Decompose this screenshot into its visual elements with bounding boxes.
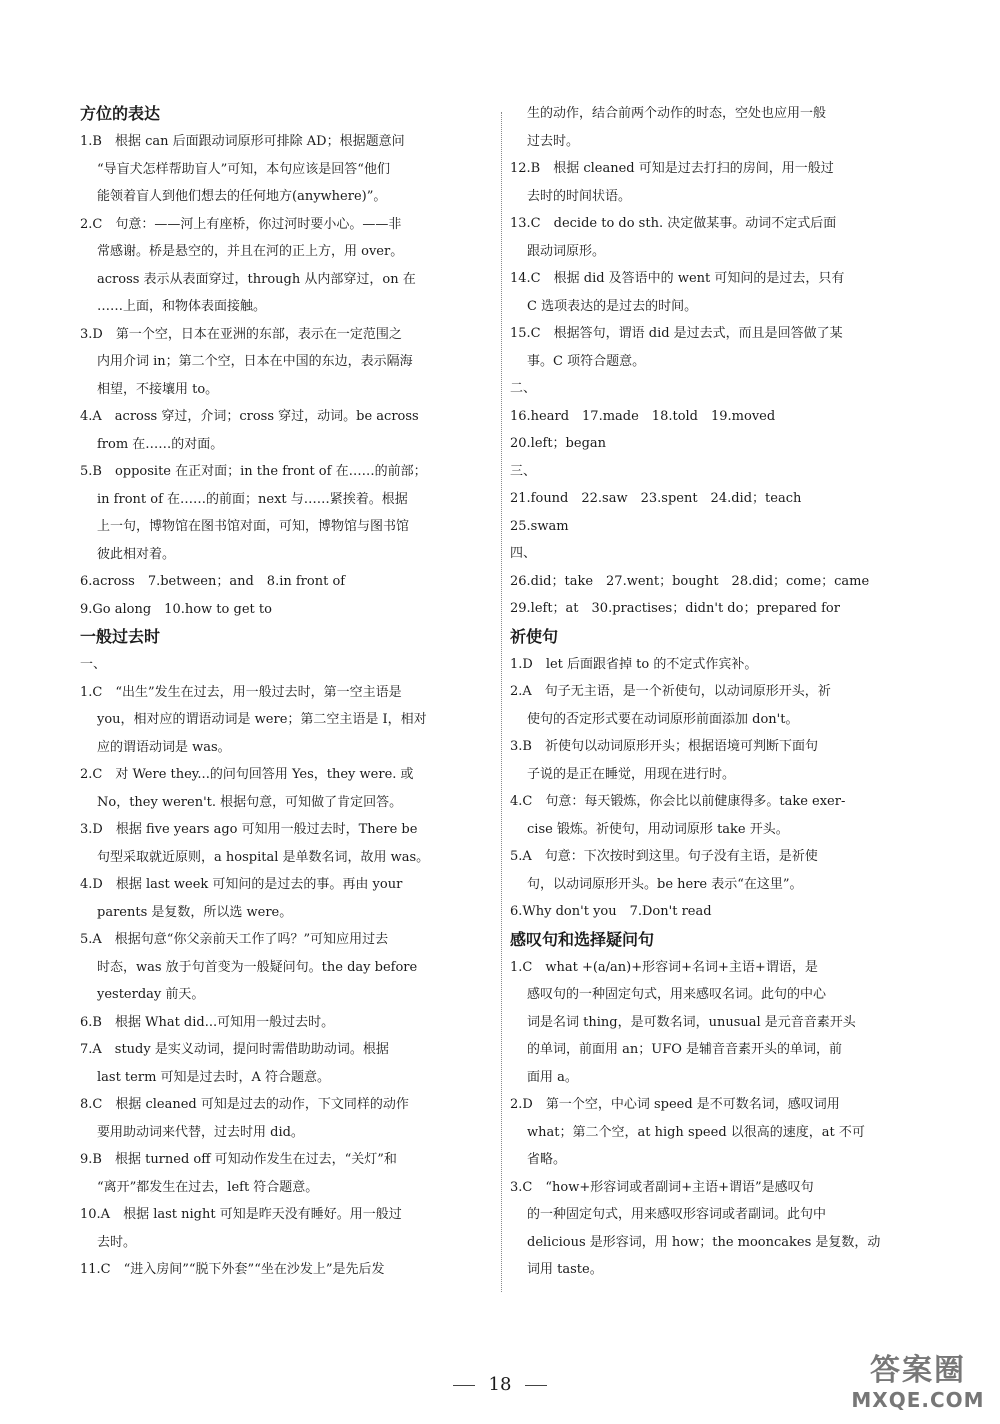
text-line: 二、 [510, 381, 537, 396]
text-line: 5.A 句意：下次按时到这里。句子没有主语，是祈使 [510, 849, 818, 864]
text-line: C 选项表达的是过去的时间。 [527, 298, 698, 314]
text-line: parents 是复数，所以选 were。 [97, 904, 293, 920]
text-line: 事。C 项符合题意。 [527, 353, 646, 369]
text-line: 句型采取就近原则，a hospital 是单数名词，故用 was。 [97, 849, 430, 865]
watermark-en: MXQE.COM [851, 1388, 985, 1412]
text-line: 1.C what +(a/an)+形容词+名词+主语+谓语，是 [510, 959, 818, 975]
text-line: 3.B 祈使句以动词原形开头；根据语境可判断下面句 [510, 739, 818, 754]
text-line: 5.A 根据句意“你父亲前天工作了吗？”可知应用过去 [80, 932, 389, 947]
section-heading: 祈使句 [510, 626, 559, 646]
text-line: 12.B 根据 cleaned 可知是过去打扫的房间，用一般过 [510, 161, 834, 176]
text-line: 1.C “出生”发生在过去，用一般过去时，第一空主语是 [80, 684, 402, 700]
text-line: 6.across 7.between；and 8.in front of [80, 574, 346, 589]
text-line: 去时。 [97, 1234, 137, 1250]
text-line: 6.B 根据 What did...可知用一般过去时。 [80, 1014, 335, 1030]
text-line: 上一句，博物馆在图书馆对面，可知，博物馆与图书馆 [97, 519, 410, 534]
text-line: 去时的时间状语。 [527, 188, 632, 204]
text-line: 29.left；at 30.practises；didn't do；prepared for [510, 601, 840, 616]
text-line: 2.A 句子无主语，是一个祈使句，以动词原形开头，祈 [510, 684, 831, 699]
text-line: yesterday 前天。 [97, 987, 205, 1002]
text-line: 四、 [510, 546, 537, 561]
text-line: 词用 taste。 [527, 1262, 603, 1277]
text-line: 内用介词 in；第二个空，日本在中国的东边，表示隔海 [97, 354, 413, 369]
text-line: 常感谢。桥是悬空的，并且在河的正上方，用 over。 [97, 244, 404, 259]
text-line: from 在……的对面。 [97, 436, 224, 452]
text-line: 感叹句的一种固定句式，用来感叹名词。此句的中心 [527, 987, 827, 1002]
text-line: ……上面，和物体表面接触。 [97, 299, 267, 314]
text-line: you，相对应的谓语动词是 were；第二空主语是 I，相对 [97, 712, 427, 727]
section-heading: 方位的表达 [80, 104, 161, 123]
text-line: 面用 a。 [527, 1069, 578, 1085]
text-line: 25.swam [510, 518, 569, 534]
watermark-cn: 答案圈 [870, 1353, 966, 1388]
footer-dash-left [453, 1385, 475, 1386]
text-line: 3.C “how+形容词或者副词+主语+谓语”是感叹句 [510, 1179, 814, 1195]
text-line: in front of 在……的前面；next 与……紧挨着。根据 [97, 491, 408, 507]
section-heading: 感叹句和选择疑问句 [510, 929, 655, 949]
text-line: 4.C 句意：每天锻炼，你会比以前健康得多。take exer- [510, 794, 846, 809]
text-line: 句，以动词原形开头。be here 表示“在这里”。 [527, 876, 803, 892]
text-line: 过去时。 [527, 133, 580, 149]
text-line: 4.A across 穿过，介词；cross 穿过，动词。be across [80, 409, 419, 424]
watermark-logo [848, 1354, 988, 1416]
text-line: 生的动作，结合前两个动作的时态，空处也应用一般 [527, 106, 827, 121]
text-line: 11.C “进入房间”“脱下外套”“坐在沙发上”是先后发 [80, 1262, 385, 1277]
section-heading: 一般过去时 [80, 627, 161, 646]
column-divider [501, 112, 502, 1292]
text-line: 2.C 句意：——河上有座桥，你过河时要小心。——非 [80, 216, 402, 232]
text-line: 时态，was 放于句首变为一般疑问句。the day before [97, 959, 418, 975]
text-line: 14.C 根据 did 及答语中的 went 可知问的是过去，只有 [510, 271, 845, 286]
text-line: 子说的是正在睡觉，用现在进行时。 [527, 766, 736, 782]
text-line: across 表示从表面穿过，through 从内部穿过，on 在 [97, 271, 416, 287]
text-line: what；第二个空，at high speed 以很高的速度，at 不可 [527, 1124, 865, 1140]
text-line: 7.A study 是实义动词，提问时需借助助动词。根据 [80, 1042, 389, 1057]
text-line: 8.C 根据 cleaned 可知是过去的动作，下文同样的动作 [80, 1097, 409, 1112]
text-line: delicious 是形容词，用 how；the mooncakes 是复数，动 [527, 1234, 881, 1250]
text-line: 26.did；take 27.went；bought 28.did；come；came [510, 573, 870, 589]
text-line: 2.C 对 Were they...的问句回答用 Yes，they were. 或 [80, 767, 414, 782]
text-line: “离开”都发生在过去，left 符合题意。 [97, 1179, 319, 1195]
text-line: 相望，不接壤用 to。 [97, 381, 219, 397]
text-line: 3.D 根据 five years ago 可知用一般过去时，There be [80, 822, 418, 837]
text-line: 省略。 [527, 1152, 567, 1167]
text-line: 要用助动词来代替，过去时用 did。 [97, 1124, 304, 1140]
text-line: 能领着盲人到他们想去的任何地方(anywhere)”。 [97, 189, 387, 204]
text-line: 2.D 第一个空，中心词 speed 是不可数名词，感叹词用 [510, 1097, 840, 1112]
text-line: 9.Go along 10.how to get to [80, 601, 272, 617]
text-line: 4.D 根据 last week 可知问的是过去的事。再由 your [80, 877, 403, 892]
text-line: 20.left；began [510, 436, 607, 451]
text-line: 10.A 根据 last night 可知是昨天没有睡好。用一般过 [80, 1207, 402, 1222]
text-line: 9.B 根据 turned off 可知动作发生在过去，“关灯”和 [80, 1152, 397, 1167]
text-line: 1.B 根据 can 后面跟动词原形可排除 AD；根据题意问 [80, 134, 405, 149]
text-line: 应的谓语动词是 was。 [97, 739, 231, 755]
right-column [510, 100, 922, 1284]
text-line: 21.found 22.saw 23.spent 24.did；teach [510, 491, 802, 506]
text-line: 词是名词 thing，是可数名词，unusual 是元音音素开头 [527, 1014, 856, 1030]
text-line: “导盲犬怎样帮助盲人”可知，本句应该是回答“他们 [97, 161, 390, 177]
page-number: 18 [488, 1374, 512, 1395]
text-line: 13.C decide to do sth. 决定做某事。动词不定式后面 [510, 216, 837, 231]
text-line: 彼此相对着。 [97, 546, 176, 562]
text-line: 3.D 第一个空，日本在亚洲的东部，表示在一定范围之 [80, 326, 402, 342]
left-column [80, 100, 492, 1284]
text-line: 的一种固定句式，用来感叹形容词或者副词。此句中 [527, 1207, 827, 1222]
text-line: 一、 [80, 657, 107, 672]
text-line: 5.B opposite 在正对面；in the front of 在……的前部； [80, 464, 427, 479]
text-line: 1.D let 后面跟省掉 to 的不定式作宾补。 [510, 656, 758, 672]
text-line: last term 可知是过去时，A 符合题意。 [97, 1069, 331, 1085]
text-line: cise 锻炼。祈使句，用动词原形 take 开头。 [527, 821, 789, 837]
footer-dash-right [525, 1385, 547, 1386]
text-line: 跟动词原形。 [527, 243, 606, 259]
text-line: 使句的否定形式要在动词原形前面添加 don't。 [527, 711, 799, 727]
text-line: No，they weren't. 根据句意，可知做了肯定回答。 [97, 794, 403, 810]
text-line: 的单词，前面用 an；UFO 是辅音音素开头的单词，前 [527, 1042, 843, 1057]
text-line: 15.C 根据答句，谓语 did 是过去式，而且是回答做了某 [510, 326, 843, 341]
text-line: 6.Why don't you 7.Don't read [510, 904, 712, 919]
text-line: 三、 [510, 463, 537, 479]
text-line: 16.heard 17.made 18.told 19.moved [510, 408, 776, 424]
